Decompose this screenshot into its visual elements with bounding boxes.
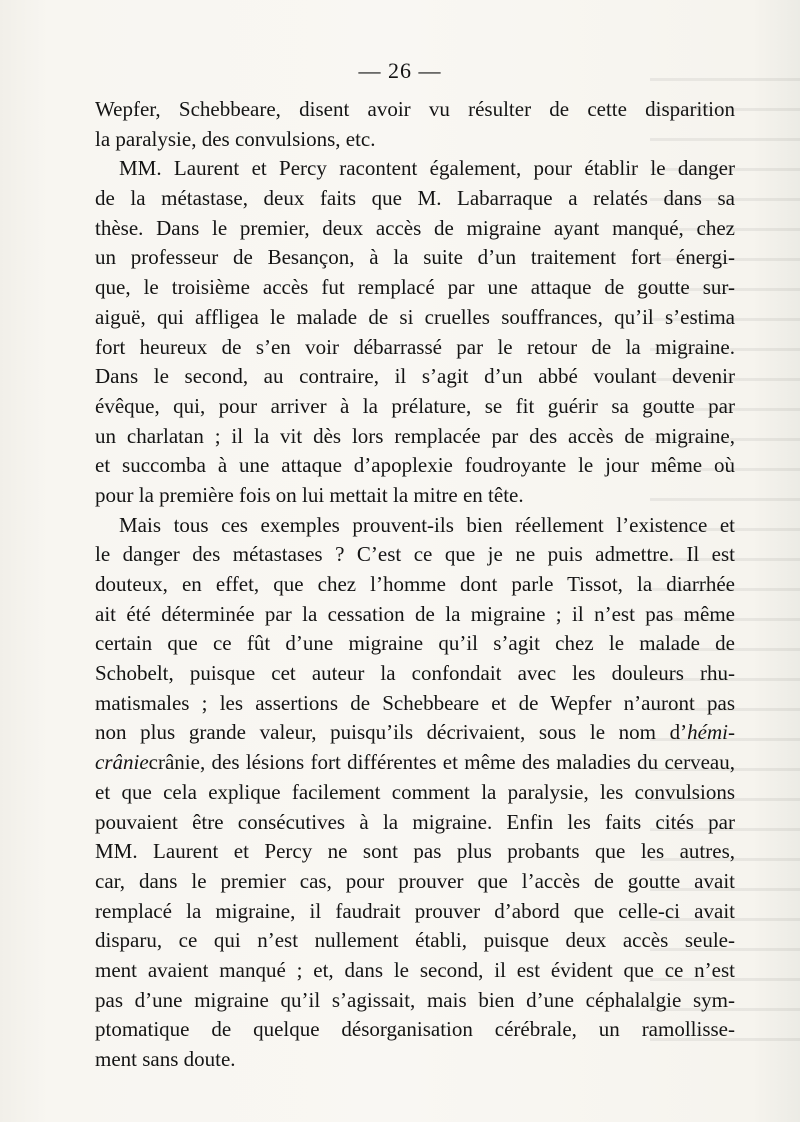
text-line: Schobelt, puisque cet auteur la confondait avec les douleurs rhu-: [95, 661, 735, 686]
text-line: certain que ce fût d’une migraine qu’il s’agit chez le malade de: [95, 631, 735, 656]
text-line: MM. Laurent et Percy ne sont pas plus probants que les autres,: [95, 839, 735, 864]
page-number: — 26 —: [358, 58, 442, 83]
text-segment: non plus grande valeur, puisqu’ils décrivaient, sous le nom d’: [95, 720, 688, 745]
text-line: la paralysie, des convulsions, etc.: [95, 126, 376, 151]
text-line: thèse. Dans le premier, deux accès de migraine ayant manqué, chez: [95, 215, 735, 240]
text-segment: crânie, des lésions fort différentes et même des maladies du cerveau,: [148, 750, 735, 775]
text-line: et succomba à une attaque d’apoplexie foudroyante le jour même où: [95, 453, 735, 478]
italic-term: hémi-: [687, 720, 735, 745]
text-line: de la métastase, deux faits que M. Labarraque a relatés dans sa: [95, 186, 735, 211]
text-line: un charlatan ; il la vit dès lors remplacée par des accès de migraine,: [95, 423, 735, 448]
italic-term: crânie: [95, 750, 149, 775]
text-line: ment sans doute.: [95, 1047, 236, 1071]
body-text: [95, 95, 735, 1075]
text-line: ptomatique de quelque désorganisation cérébrale, un ramollisse-: [95, 1017, 735, 1042]
text-line: remplacé la migraine, il faudrait prouver d’abord que celle-ci avait: [95, 898, 735, 923]
text-line: pour la première fois on lui mettait la mitre en tête.: [95, 482, 524, 507]
text-line: matismales ; les assertions de Schebbeare et de Wepfer n’auront pas: [95, 690, 735, 715]
text-line: et que cela explique facilement comment la paralysie, les convulsions: [95, 779, 735, 804]
text-line-with-italic: [95, 718, 735, 748]
text-line: ait été déterminée par la cessation de la migraine ; il n’est pas même: [95, 601, 735, 626]
text-line: Wepfer, Schebbeare, disent avoir vu résulter de cette disparition: [95, 97, 735, 121]
text-line: évêque, qui, pour arriver à la prélature, se fit guérir sa goutte par: [95, 393, 735, 418]
text-line: fort heureux de s’en voir débarrassé par le retour de la migraine.: [95, 334, 735, 359]
text-line-with-italic: [95, 748, 735, 778]
paragraph-3: [95, 511, 735, 1075]
text-line: pas d’une migraine qu’il s’agissait, mais bien d’une céphalalgie sym-: [95, 987, 735, 1012]
text-line: ment avaient manqué ; et, dans le second, il est évident que ce n’est: [95, 957, 735, 982]
text-line: aiguë, qui affligea le malade de si cruelles souffrances, qu’il s’estima: [95, 304, 735, 329]
text-line: car, dans le premier cas, pour prouver que l’accès de goutte avait: [95, 868, 735, 893]
text-line: disparu, ce qui n’est nullement établi, puisque deux accès seule-: [95, 928, 735, 953]
text-line: Dans le second, au contraire, il s’agit d’un abbé voulant devenir: [95, 364, 735, 389]
text-line: que, le troisième accès fut remplacé par une attaque de goutte sur-: [95, 275, 735, 300]
paragraph-1: [95, 95, 735, 154]
text-line: Mais tous ces exemples prouvent-ils bien réellement l’existence et: [119, 512, 735, 537]
text-line: pouvaient être consécutives à la migraine. Enfin les faits cités par: [95, 809, 735, 834]
text-line: MM. Laurent et Percy racontent également, pour établir le danger: [119, 156, 735, 181]
text-line: douteux, en effet, que chez l’homme dont parle Tissot, la diarrhée: [95, 572, 735, 596]
paragraph-2: [95, 154, 735, 510]
text-line: un professeur de Besançon, à la suite d’un traitement fort énergi-: [95, 245, 735, 270]
text-line: le danger des métastases ? C’est ce que je ne puis admettre. Il est: [95, 542, 735, 567]
